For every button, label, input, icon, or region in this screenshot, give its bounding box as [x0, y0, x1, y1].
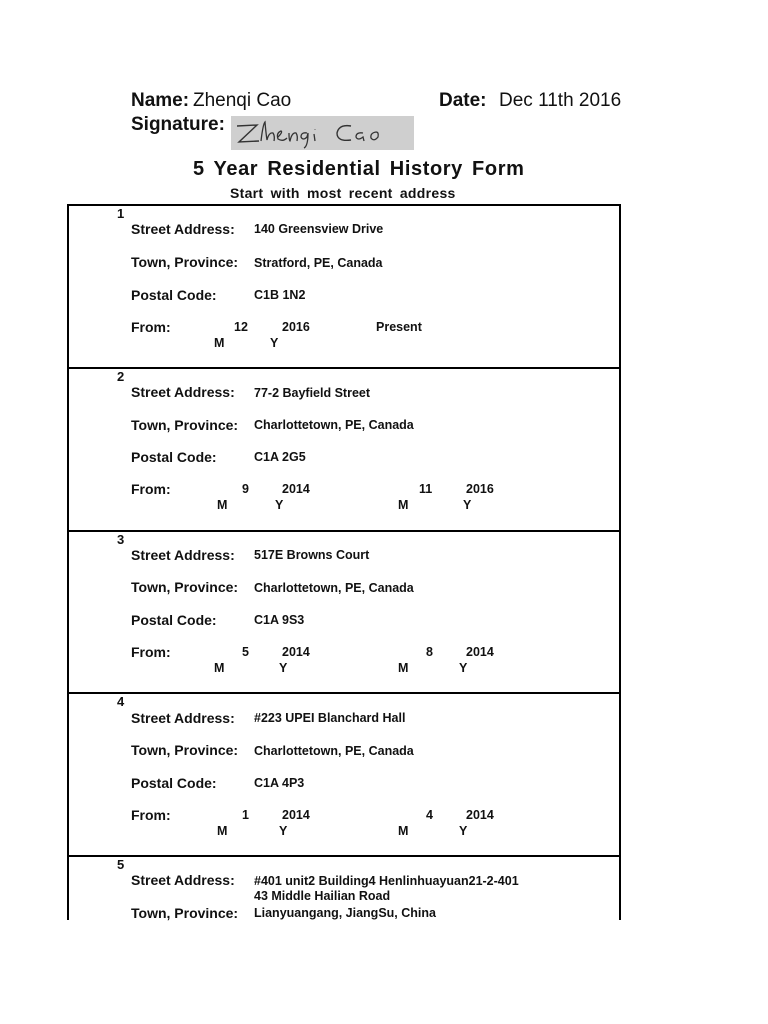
- year-caption: Y: [459, 824, 468, 838]
- postal-value: C1A 2G5: [254, 450, 306, 464]
- from-month: 1: [242, 808, 249, 822]
- town-label: Town, Province:: [131, 254, 239, 270]
- from-label: From:: [131, 644, 171, 660]
- town-label: Town, Province:: [131, 417, 239, 433]
- year-caption: Y: [275, 498, 284, 512]
- year-caption: Y: [279, 824, 288, 838]
- street-value: #401 unit2 Building4 Henlinhuayuan21-2-401: [254, 874, 519, 888]
- month-caption: M: [217, 824, 228, 838]
- name-value: Zhenqi Cao: [193, 90, 292, 111]
- section-number: 5: [117, 857, 125, 872]
- postal-label: Postal Code:: [131, 287, 217, 303]
- year-caption: Y: [463, 498, 472, 512]
- postal-label: Postal Code:: [131, 612, 217, 628]
- postal-value: C1B 1N2: [254, 288, 306, 302]
- form-title: 5 Year Residential History Form: [193, 158, 525, 180]
- town-value: Charlottetown, PE, Canada: [254, 581, 414, 595]
- to-month: 4: [426, 808, 433, 822]
- street-label: Street Address:: [131, 547, 235, 563]
- to-year: 2014: [466, 645, 494, 659]
- address-section-2: [68, 367, 619, 531]
- month-caption: M: [398, 824, 409, 838]
- street-value: 517E Browns Court: [254, 548, 370, 562]
- signature-label: Signature:: [131, 114, 225, 135]
- town-label: Town, Province:: [131, 742, 239, 758]
- name-label: Name:: [131, 90, 190, 111]
- section-number: 4: [117, 694, 125, 709]
- town-label: Town, Province:: [131, 579, 239, 595]
- from-month: 12: [234, 320, 248, 334]
- to-year: 2016: [466, 482, 494, 496]
- to-month: 8: [426, 645, 433, 659]
- from-year: 2014: [282, 645, 310, 659]
- section-number: 3: [117, 532, 125, 547]
- month-caption: M: [398, 498, 409, 512]
- street-label: Street Address:: [131, 384, 235, 400]
- month-caption: M: [214, 336, 225, 350]
- to-month: 11: [419, 482, 433, 496]
- street-value-line2: 43 Middle Hailian Road: [254, 889, 391, 903]
- postal-value: C1A 9S3: [254, 613, 305, 627]
- month-caption: M: [398, 661, 409, 675]
- street-value: 140 Greensview Drive: [254, 222, 384, 236]
- postal-value: C1A 4P3: [254, 776, 305, 790]
- handwritten-signature: [231, 116, 414, 150]
- address-section-3: [68, 530, 619, 694]
- date-value: Dec 11th 2016: [499, 90, 622, 111]
- town-label: Town, Province:: [131, 905, 239, 921]
- table-right-border: [619, 204, 621, 920]
- town-value: Stratford, PE, Canada: [254, 256, 383, 270]
- street-label: Street Address:: [131, 221, 235, 237]
- address-section-4: [68, 692, 619, 856]
- street-label: Street Address:: [131, 710, 235, 726]
- signature-image: [231, 116, 414, 150]
- street-label: Street Address:: [131, 872, 235, 888]
- from-year: 2014: [282, 482, 310, 496]
- from-year: 2016: [282, 320, 310, 334]
- form-subtitle: Start with most recent address: [230, 185, 456, 201]
- section-number: 2: [117, 369, 125, 384]
- town-value: Charlottetown, PE, Canada: [254, 744, 414, 758]
- from-label: From:: [131, 481, 171, 497]
- section-number: 1: [117, 206, 125, 221]
- month-caption: M: [217, 498, 228, 512]
- from-month: 9: [242, 482, 249, 496]
- year-caption: Y: [270, 336, 279, 350]
- postal-label: Postal Code:: [131, 449, 217, 465]
- from-year: 2014: [282, 808, 310, 822]
- to-year: 2014: [466, 808, 494, 822]
- postal-label: Postal Code:: [131, 775, 217, 791]
- to-present: Present: [376, 320, 422, 334]
- from-month: 5: [242, 645, 249, 659]
- street-value: 77-2 Bayfield Street: [254, 386, 371, 400]
- town-value: Charlottetown, PE, Canada: [254, 418, 414, 432]
- from-label: From:: [131, 807, 171, 823]
- year-caption: Y: [279, 661, 288, 675]
- month-caption: M: [214, 661, 225, 675]
- street-value: #223 UPEI Blanchard Hall: [254, 711, 406, 725]
- from-label: From:: [131, 319, 171, 335]
- address-section-5: [68, 855, 619, 922]
- address-section-1: [68, 204, 619, 368]
- date-label: Date:: [439, 90, 487, 111]
- year-caption: Y: [459, 661, 468, 675]
- town-value: Lianyuangang, JiangSu, China: [254, 906, 436, 920]
